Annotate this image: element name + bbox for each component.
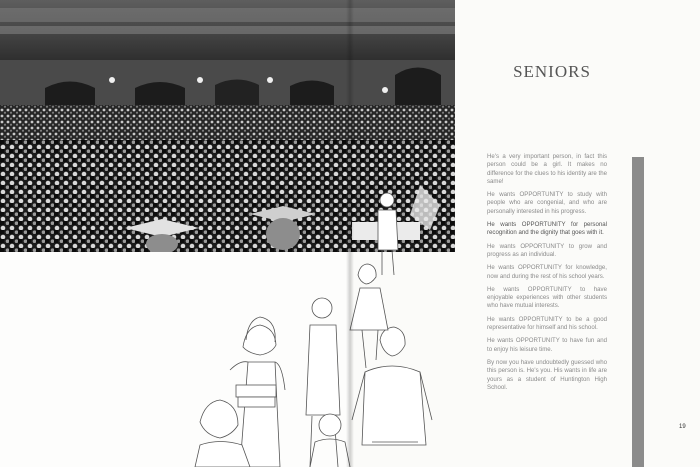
book-gutter (346, 0, 354, 467)
paragraph-2: He wants OPPORTUNITY to study with people who are congenial, and who are personally interested in his progress. (487, 191, 607, 215)
body-text (487, 153, 607, 397)
boy-sweater-figure (352, 327, 432, 445)
boy-standing-figure (306, 298, 340, 467)
paragraph-7: He wants OPPORTUNITY to be a good representative for himself and his school. (487, 315, 607, 332)
girl-top-figure (378, 193, 398, 275)
paragraph-1: He's a very important person, in fact this person could be a girl. It makes no difference for the clues to his identity are the same! (487, 153, 607, 185)
paragraph-5: He wants OPPORTUNITY for knowledge, now and during the rest of his school years. (487, 264, 607, 280)
paragraph-6: He wants OPPORTUNITY to have enjoyable experiences with other students who have mutual interests. (487, 285, 607, 310)
paragraph-8: He wants OPPORTUNITY to have fun and to enjoy his leisure time. (487, 337, 607, 353)
small-boy-figure (310, 414, 350, 467)
girl-dancing-figure (350, 264, 388, 368)
page-title: SENIORS (513, 62, 591, 81)
decorative-side-bar (632, 157, 644, 467)
girl-front-figure (195, 400, 250, 467)
page-number: 19 (679, 424, 686, 430)
paragraph-4: He wants OPPORTUNITY to grow and progress as an individual. (487, 242, 607, 258)
paragraph-9: By now you have undoubtedly guessed who this person is. He's you. His wants in life are yours as a student of Huntington High School. (487, 358, 607, 391)
paragraph-3: He wants OPPORTUNITY for personal recognition and the dignity that goes with it. (487, 221, 607, 237)
students-sketch-illustration (180, 180, 440, 467)
